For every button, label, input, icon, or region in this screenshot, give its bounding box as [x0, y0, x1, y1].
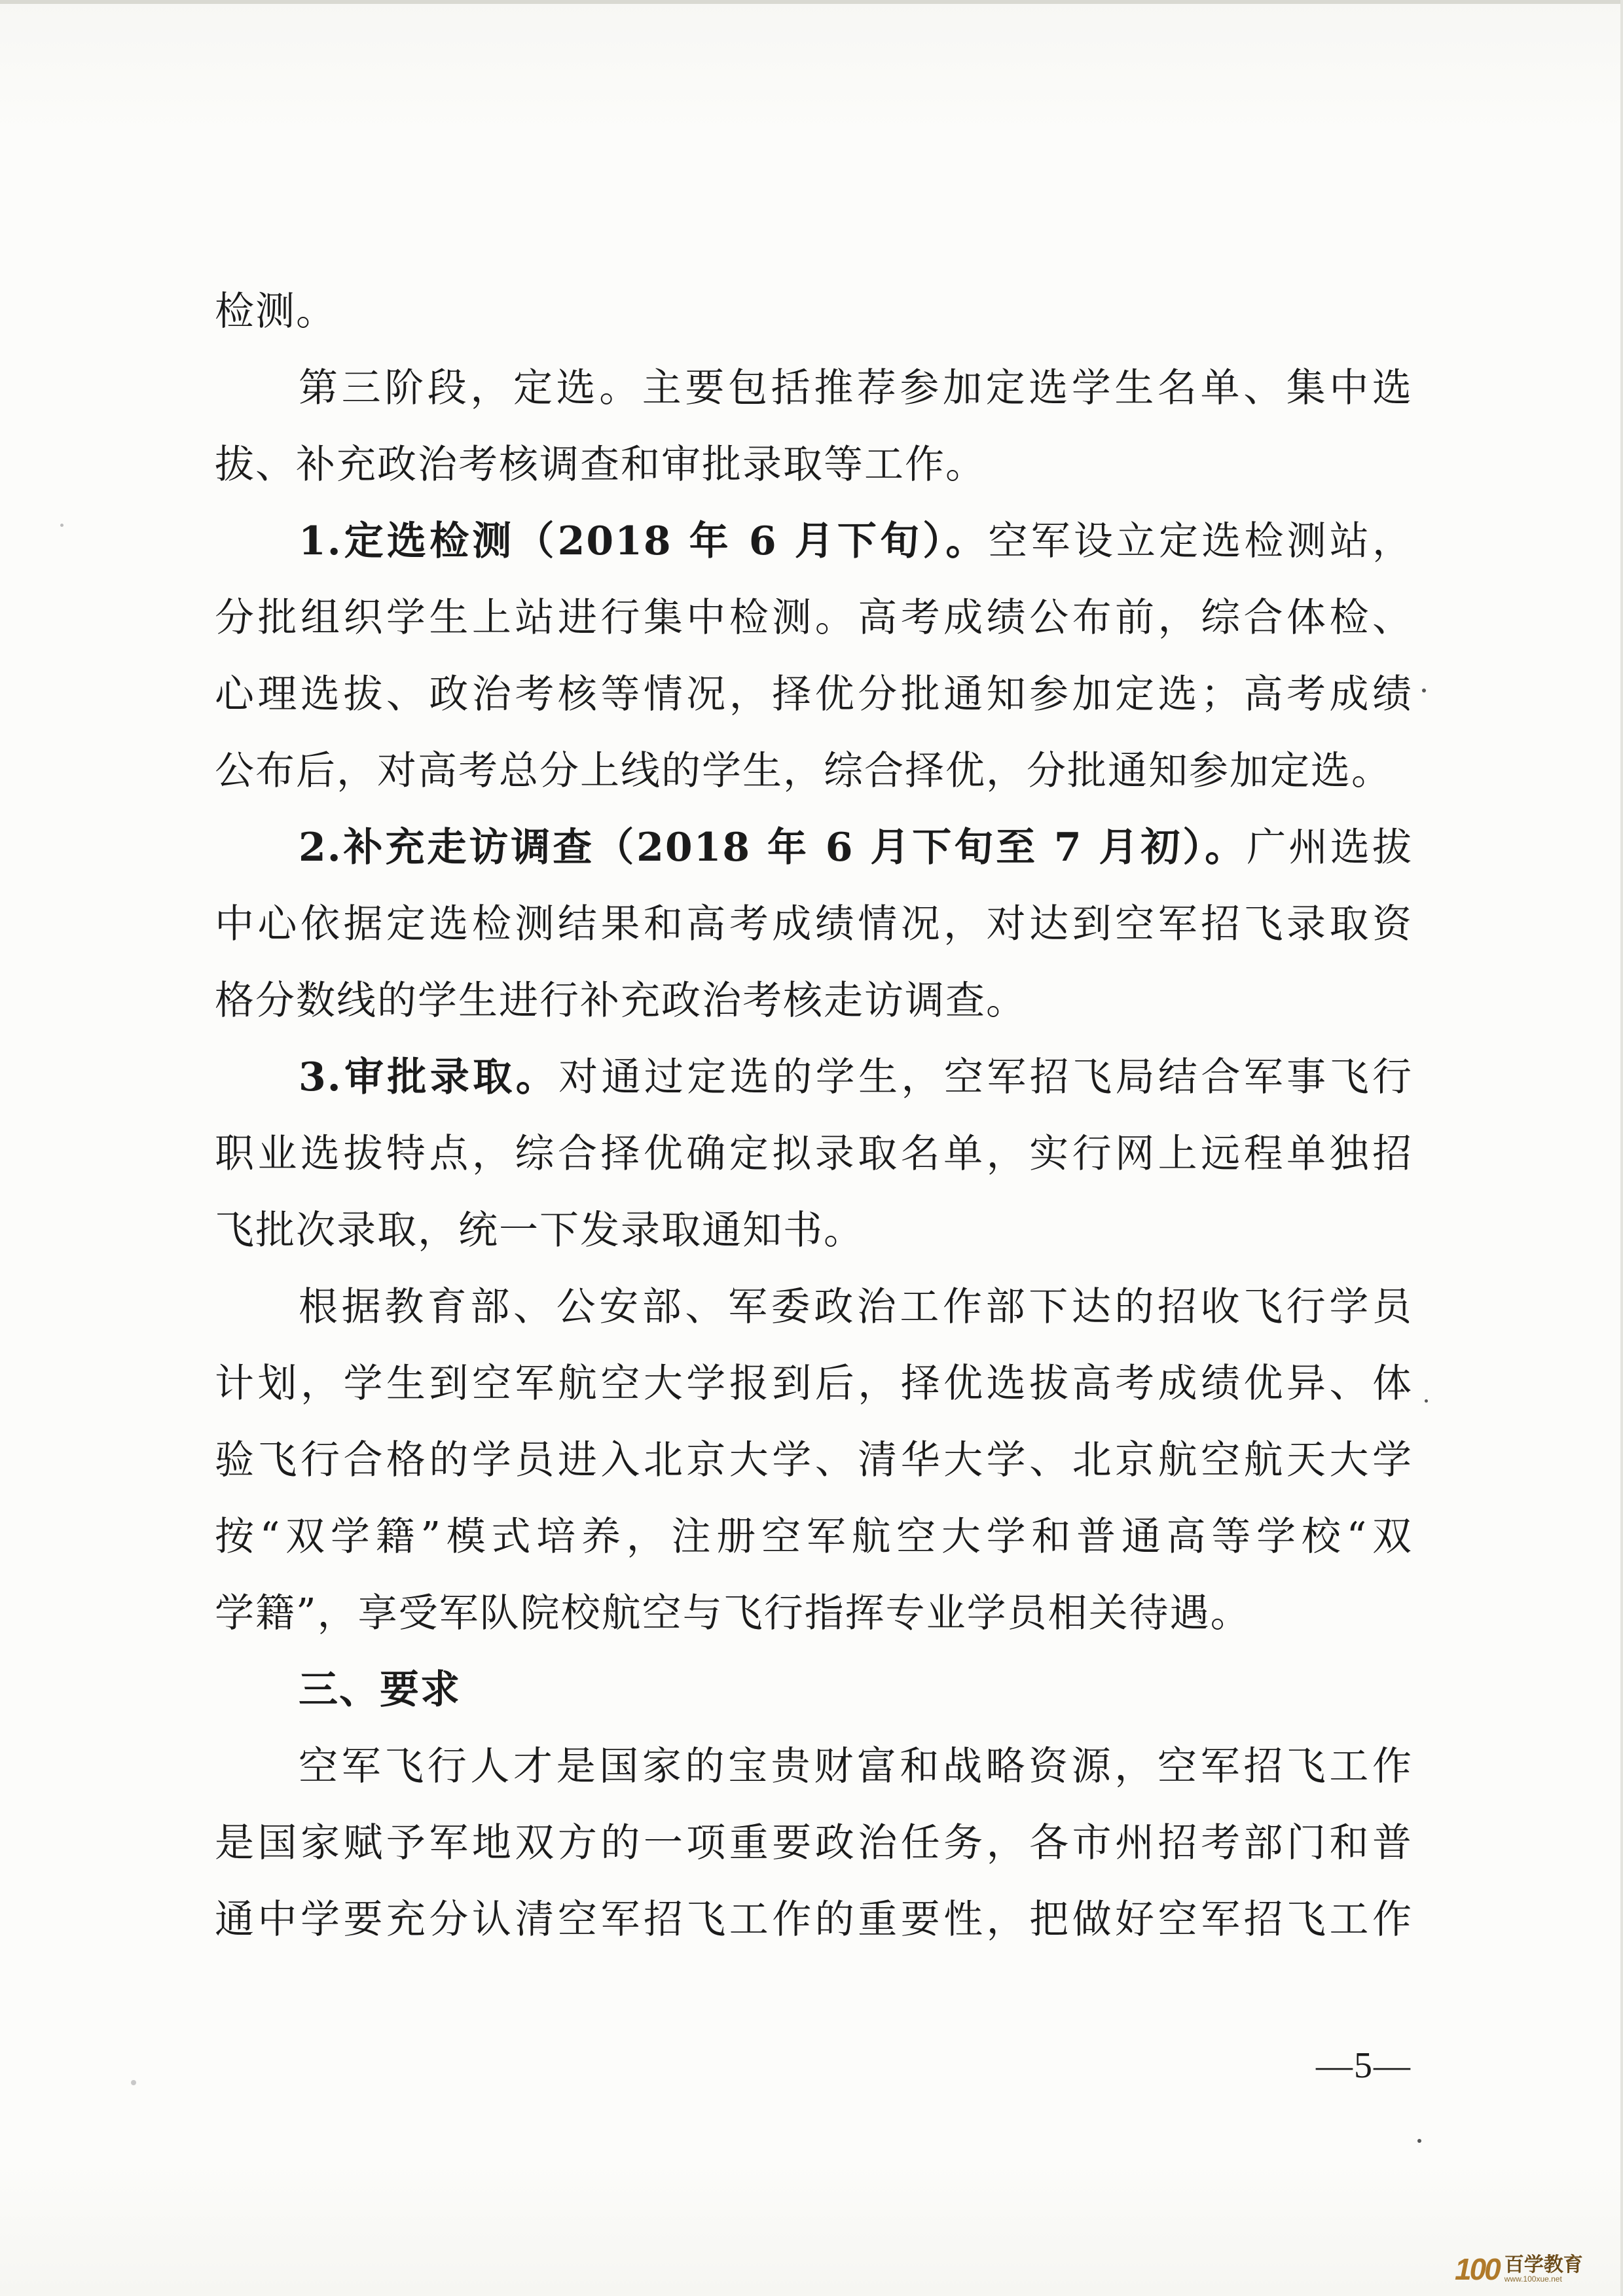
text-line: 拔、补充政治考核调查和审批录取等工作。: [215, 442, 986, 488]
text-line: 空军飞行人才是国家的宝贵财富和战略资源，空军招飞工作: [299, 1744, 1413, 1789]
text-line: 格分数线的学生进行补充政治考核走访调查。: [215, 978, 1027, 1024]
text-line: 中心依据定选检测结果和高考成绩情况，对达到空军招飞录取资: [215, 901, 1413, 947]
item-text: 空军设立定选检测站，: [988, 518, 1413, 564]
item-text: 广州选拔: [1247, 825, 1413, 870]
scan-edge-right: [1620, 0, 1623, 2296]
item-heading: 1.定选检测（2018 年 6 月下旬）。: [299, 518, 989, 564]
watermark-logo: [1455, 2251, 1583, 2287]
text-line: 心理选拔、政治考核等情况，择优分批通知参加定选；高考成绩: [215, 672, 1413, 717]
scan-speck: [60, 524, 64, 527]
text-line: 计划，学生到空军航空大学报到后，择优选拔高考成绩优异、体: [215, 1361, 1413, 1407]
scan-edge-top: [0, 0, 1623, 4]
text-line: 职业选拔特点，综合择优确定拟录取名单，实行网上远程单独招: [215, 1131, 1413, 1177]
page-number: —5—: [1316, 2045, 1412, 2086]
text-line: 检测。: [215, 289, 337, 334]
logo-mark: 100: [1455, 2252, 1499, 2286]
document-body: [215, 274, 1413, 1958]
text-line: 学籍”，享受军队院校航空与飞行指挥专业学员相关待遇。: [215, 1590, 1251, 1636]
text-line: 是国家赋予军地双方的一项重要政治任务，各市州招考部门和普: [215, 1820, 1413, 1866]
numbered-item-2: [215, 810, 1413, 886]
text-line: 公布后，对高考总分上线的学生，综合择优，分批通知参加定选。: [215, 748, 1392, 794]
scan-speck: [1422, 689, 1426, 692]
text-line: 飞批次录取，统一下发录取通知书。: [215, 1208, 864, 1253]
text-line: 按“双学籍”模式培养，注册空军航空大学和普通高等学校“双: [215, 1514, 1413, 1560]
logo-text: [1504, 2255, 1583, 2283]
item-text: 对通过定选的学生，空军招飞局结合军事飞行: [558, 1054, 1413, 1100]
section-heading: 三、要求: [299, 1667, 461, 1713]
scan-speck: [1417, 2139, 1421, 2143]
text-line: 第三阶段，定选。主要包括推荐参加定选学生名单、集中选: [299, 365, 1413, 411]
text-line: 验飞行合格的学员进入北京大学、清华大学、北京航空航天大学: [215, 1437, 1413, 1483]
numbered-item-3: [215, 1039, 1413, 1116]
item-heading: 2.补充走访调查（2018 年 6 月下旬至 7 月初）。: [299, 825, 1247, 870]
numbered-item-1: [215, 503, 1413, 580]
scan-speck: [131, 2080, 136, 2085]
text-line: 通中学要充分认清空军招飞工作的重要性，把做好空军招飞工作: [215, 1897, 1413, 1943]
logo-name: 百学教育: [1504, 2253, 1583, 2276]
item-heading: 3.审批录取。: [299, 1054, 559, 1100]
scan-speck: [1425, 1399, 1428, 1403]
logo-url: www.100xue.net: [1504, 2274, 1562, 2284]
text-line: 分批组织学生上站进行集中检测。高考成绩公布前，综合体检、: [215, 595, 1413, 641]
text-line: 根据教育部、公安部、军委政治工作部下达的招收飞行学员: [299, 1284, 1413, 1330]
